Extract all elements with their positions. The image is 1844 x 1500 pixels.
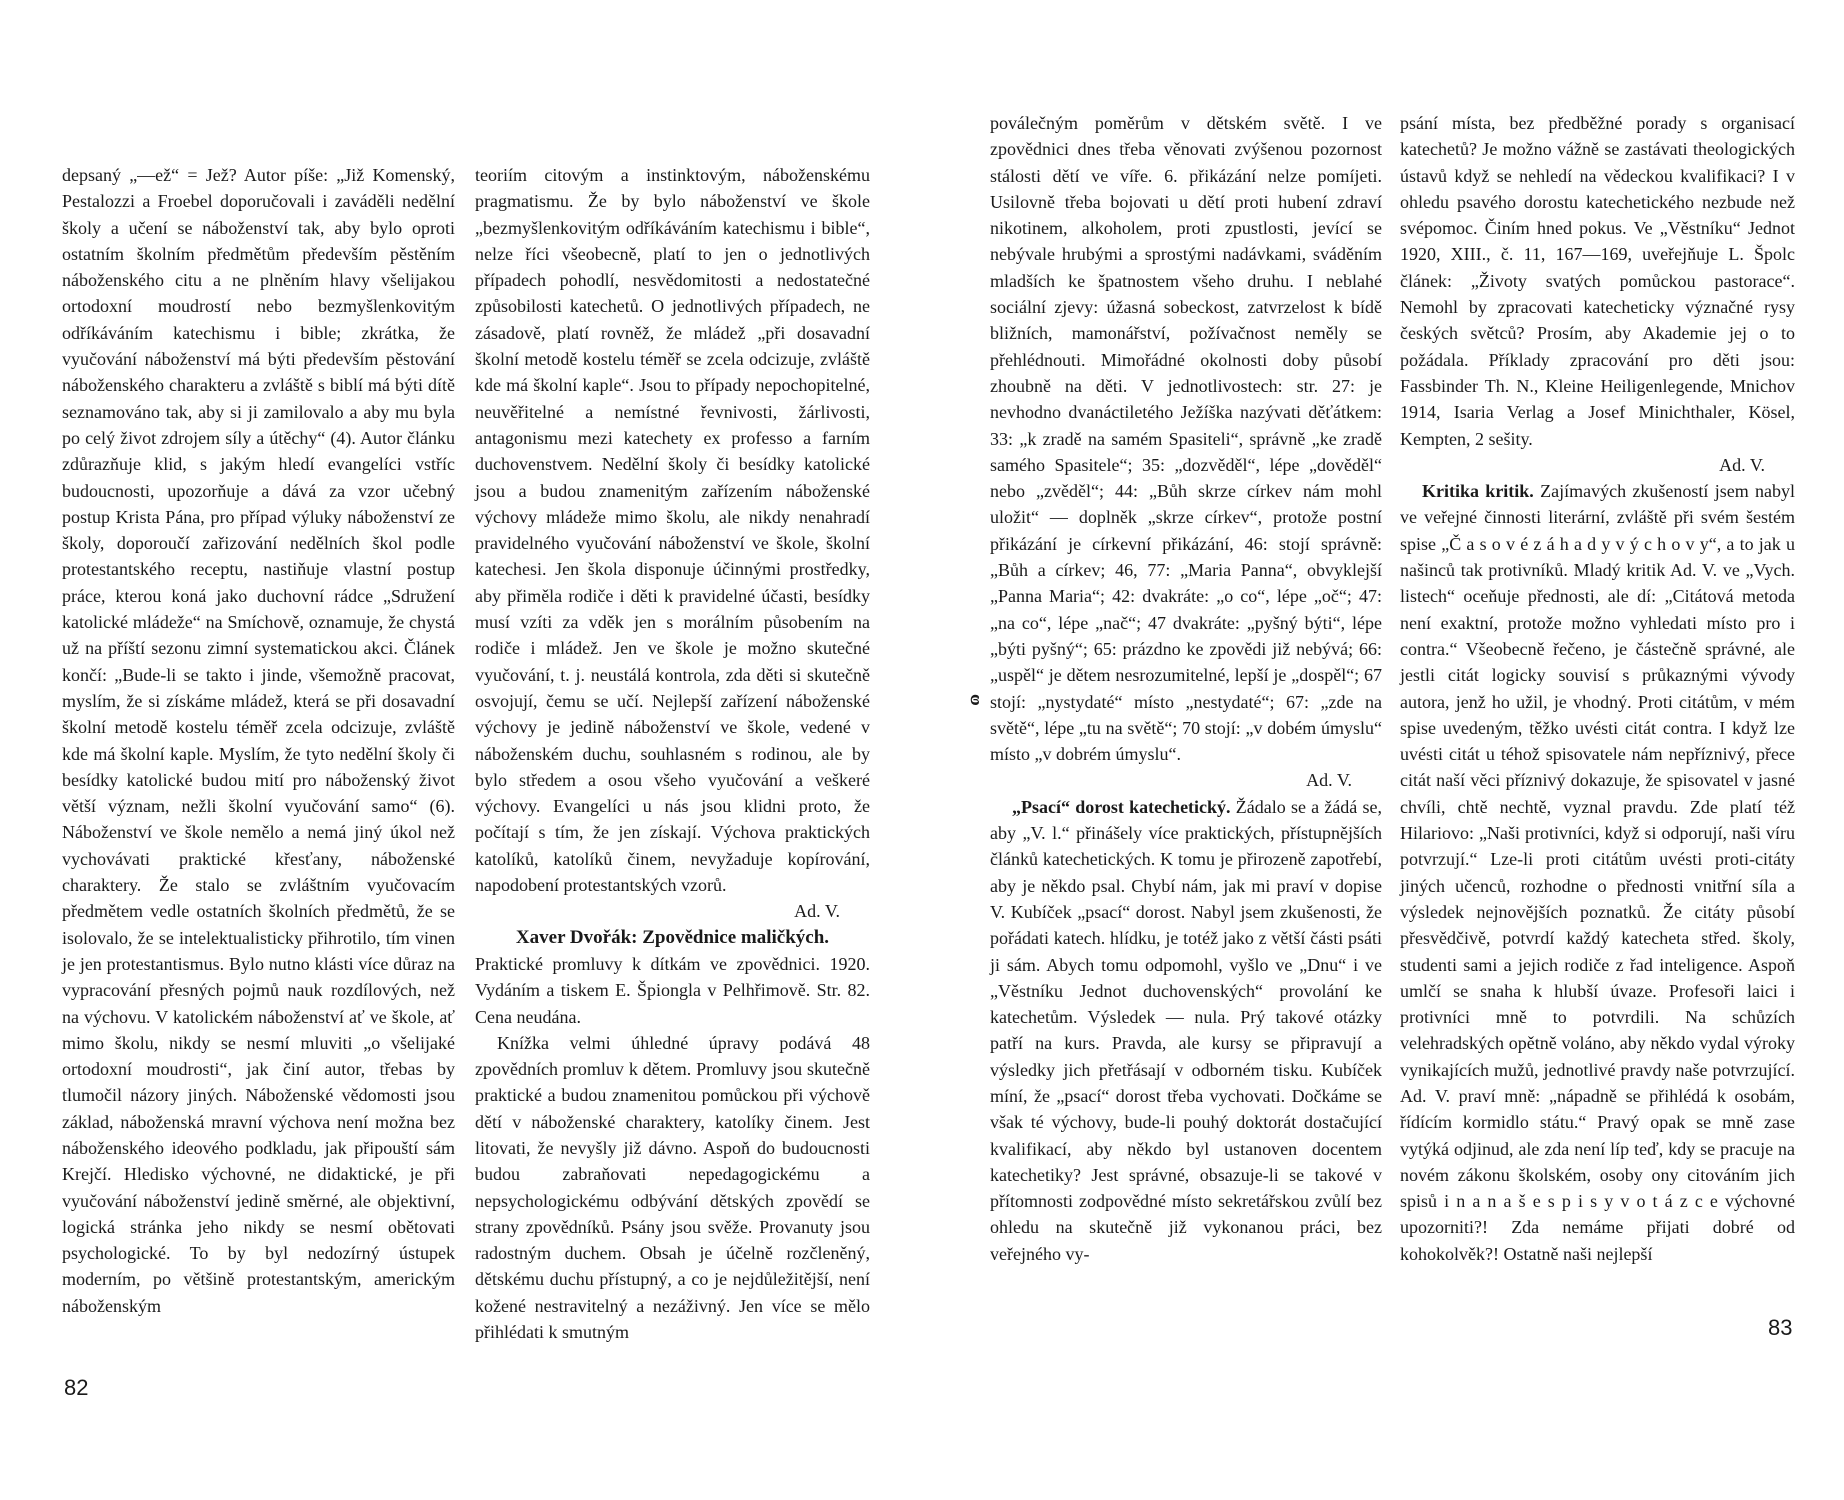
paragraph-text: Žádalo se a žádá se, aby „V. l.“ přinášely více praktických, přístupnějších článků katechetických. K tomu je přirozeně zapotřebí, aby je někdo psal. Chybí nám, jak mi praví v dopise V. Kubíček „psací“ dorost. Nabyl jsem zkušenosti, že pořádati katech. hlídku, je totéž jako z větší části psáti ji sám. Abych tomu odpomohl, vyšlo ve „Dnu“ i ve „Věstníku Jednot duchovenských“ provolání ke katechetům. Výsledek — nula. Prý takové otázky patří na kurs. Pravda, ale kursy se připravují a výsledky jich přetřásají v odborném tisku. Kubíček míní, že „psací“ dorost třeba vychovati. Dočkáme se však té výchovy, bude-li pouhý doktorát dostačující kvalifikací, aby někdo byl ustanoven docentem katechetiky? Jest správné, obsazuje-li se takové v přítomnosti zodpovědné místo sekretářskou zvůlí bez ohledu na skutečně již vykonanou práci, bez veřejného vy- — [990, 796, 1382, 1264]
page-number-right: 83 — [1768, 1315, 1793, 1340]
paragraph: Knížka velmi úhledné úpravy podává 48 zpovědních promluv k dětem. Promluvy jsou skutečně praktické a budou znamenitou pomůckou při výchově dětí v náboženské charaktery, katolíky činem. Jest litovati, že nevyšly již dávno. Aspoň do budoucnosti budou zabraňovati nepedagogickému a nepsychologickému odbývání dětských zpovědí se strany zpovědníků. Psány jsou svěže. Provanuty jsou radostným duchem. Obsah je účelně rozčleněný, dětskému duchu přístupný, a co je nejdůležitější, není kožené nestravitelný a nezáživný. Jen více se mělo přihlédati k smutným — [475, 1032, 870, 1343]
paragraph: poválečným poměrům v dětském světě. I ve zpovědnici dnes třeba věnovati zvýšenou pozornost stálosti dětí ve víře. 6. přikázání nelze pomíjeti. Usilovně třeba bojovati u dětí proti hubení zdraví nikotinem, alkoholem, proti zpustlosti, jevící se nebývale hrubými a sprostými nadávkami, sváděním mladších ke špatnostem všeho druhu. I neblahé sociální zjevy: úžasná sobeckost, zatvrzelost k bídě bližních, mamonářství, požívačnost neměly se přehlédnouti. Mimořádné okolnosti doby působí zhoubně na děti. V jednotlivostech: str. 27: je nevhodno dvanáctiletého Ježíška nazývati děťátkem: 33: „k zradě na samém Spasiteli“, správně „ke zradě samého Spasitele“; 35: „dozvěděl“, lépe „dověděl“ nebo „zvěděl“; 44: „Bůh skrze církev nám mohl uložit“ — doplněk „skrze církev“, protože postní přikázání je církevní přikázání, 46: stojí správně: „Bůh a církev; 46, 77: „Maria Panna“, obvyklejší „Panna Maria“; 42: dvakráte: „o co“, lépe „oč“; 47: „na co“, lépe „nač“; 47 dvakráte: „pyšný býti“, lépe „býti pyšný“; 65: prázdno ke zpovědi již nebývá; 66: „uspěl“ je dětem nesrozumitelné, lepší je „dospěl“; 67 stojí: „nystydaté“ místo „nestydaté“; 67: „zde na světě“, lépe „tu na světě“; 70 stojí: „v dobém úmyslu“ místo „v dobrém úmyslu“. — [990, 113, 1382, 765]
paragraph: Praktické promluvy k dítkám ve zpovědnici. 1920. Vydáním a tiskem E. Špiongla v Pelhřimově. Str. 82. Cena neudána. — [475, 953, 870, 1027]
paragraph — [1400, 478, 1795, 1267]
paragraph: depsaný „—ež“ = Jež? Autor píše: „Již Komenský, Pestalozzi a Froebel doporučovali i zaváděli nedělní školy a učení se náboženství tak, aby bylo oproti ostatním školním předmětům především pěstěním náboženského citu a ne plněním hlavy všelijakou ortodoxní moudrostí nebo bezmyšlenkovitým odříkáváním katechismu i bible; zkrátka, že vyučování náboženství má býti především pěstování náboženského charakteru a zvláště s biblí má býti dítě seznamováno tak, aby si ji zamilovalo a aby mu byla po celý život zdrojem síly a útěchy“ (4). Autor článku zdůrazňuje klid, s jakým hledí evangelíci vstříc budoucnosti, upozorňuje a dává za vzor učebný postup Krista Pána, pro případ výluky náboženství ze školy, doporoučí zařizování nedělních škol podle protestantského receptu, nastiňuje vlastní postup práce, kterou koná jako duchovní rádce „Sdružení katolické mládeže“ na Smíchově, oznamuje, že chystá už na příští sezonu zimní systematickou akci. Článek končí: „Bude-li se takto i jinde, všemožně pracovat, myslím, že si získáme mládež, která se při dosavadní školní metodě kostelu téměř zcela odcizuje, zvláště kde má školní kaple. Myslím, že tyto nedělní školy či besídky katolické budou mití pro náboženský život větší význam, nežli školní vyučování samo“ (6). Náboženství ve škole nemělo a nemá jiný úkol než vychovávati praktické křesťany, náboženské charaktery. Že stalo se zvláštním vyučovacím předmětem vedle ostatních školních předmětů, že se isolovalo, že se intelektualisticky přihrotilo, tím vinen je jen protestantismus. Bylo nutno klásti více důraz na vypracování přesných pojmů nauk rozdílových, než na výchovu. V katolickém náboženství ať ve škole, ať mimo školu, nikdy se nesmí mluviti „o všelijaké ortodoxní moudrosti“, jak činí autor, třebas by tlumočil názory jiných. Náboženské vědomosti jsou základ, náboženská mravní výchova není možna bez náboženského ideového podkladu, jak připouští sám Krejčí. Hledisko výchovné, ne didaktické, je při vyučování náboženství jedině směrné, ale objektivní, logická stránka jeho nikdy se nesmí obětovati psychologické. To by byl nedozírný ústupek moderním, po většině protestantským, americkým náboženským — [62, 165, 455, 1316]
left-page-column-2 — [475, 162, 870, 1345]
margin-mark: ɞ — [970, 685, 981, 710]
signature: Ad. V. — [1719, 454, 1765, 475]
left-page-column-1 — [62, 162, 455, 1319]
paragraph — [990, 794, 1382, 1267]
right-page-column-1 — [990, 110, 1382, 1267]
page-number-left: 82 — [64, 1375, 89, 1400]
review-title: Xaver Dvořák: Zpovědnice maličkých. — [515, 926, 830, 948]
paragraph-text: Zajímavých zkušeností jsem nabyl ve veřejné činnosti literární, zvláště při svém šestém spise „Č a s o v é z á h a d y v ý c h o v y“, a to jak u našinců tak protivníků. Mladý kritik Ad. V. ve „Vych. listech“ oceňuje přednosti, ale dí: „Citátová metoda není exaktní, protože možno vyhledati místo pro i contra.“ Všeobecně řečeno, je částečně správné, ale jestli citát logicky souvisí s průkaznými vývody autora, jenž ho užil, je vhodný. Proti citátům, v mém spise uvedeným, těžko uvésti citát contra. I když lze uvésti citát u téhož spisovatele nám nepříznivý, přece citát naší věci příznivý dokazuje, že spisovatel v jasné chvíli, chtě nechtě, vyznal pravdu. Zde platí též Hilariovo: „Naši protivníci, když si odporují, naši víru potvrzují.“ Lze-li proti citátům uvésti proti-citáty jiných učenců, rozhodne o přednosti vnitřní síla a výsledek nejnovějších poznatků. Že citáty působí přesvědčivě, potvrdí každý katecheta střed. školy, studenti sami a jejich rodiče z řad inteligence. Aspoň umlčí se snaha k hlubší úvaze. Profesoři laici i protivníci mně to potvrdili. Na schůzích velehradských opětně voláno, aby někdo vydal výroky vynikajících mužů, jednotlivé pravdy naše potvrzující. Ad. V. praví mně: „nápadně se přihlédá k osobám, řídícím kormidlo státu.“ Pravý opak se mně zase vytýká odjinud, ale zda není líp teď, kdy se pracuje na novém zákonu školském, osoby ony citováním jich spisů i n a n a š e s p i s y v o t á z c e výchovné upozorniti?! Zda nemáme přijati dobré od kohokolvěk?! Ostatně naši nejlepší — [1400, 481, 1795, 1264]
section-heading: „Psací“ dorost katechetický. — [1012, 796, 1231, 817]
right-page-column-2 — [1400, 110, 1795, 1267]
signature: Ad. V. — [794, 901, 840, 922]
section-heading: Kritika kritik. — [1422, 481, 1534, 502]
paragraph: teoriím citovým a instinktovým, náboženskému pragmatismu. Že by bylo náboženství ve škole „bezmyšlenkovitým odříkáváním katechismu i bible“, nelze říci všeobecně, platí to jen o jednotlivých případech pohodlí, nesvědomitosti a nedostatečné způsobilosti katechetů. O jednotlivých případech, ne zásadově, platí rovněž, že mládež „při dosavadní školní metodě kostelu téměř se zcela odcizuje, zvláště kde má školní kaple“. Jsou to případy nepochopitelné, neuvěřitelné a nemístné řevnivosti, žárlivosti, antagonismu mezi katechety ex professo a farním duchovenstvem. Nedělní školy či besídky katolické jsou a budou znamenitým zařízením náboženské výchovy mládeže mimo školu, ale nikdy nenahradí pravidelného vyučování náboženství ve škole, školní katechesi. Jen škola disponuje účinnými prostředky, aby přiměla rodiče i děti k pravidelné účasti, besídky musí vzíti za vděk jen s morálním působením na rodiče i mládež. Jen ve škole je možno skutečné vyučování, t. j. neustálá kontrola, zda děti si skutečně osvojují, čemu se učí. Nejlepší zařízení náboženské výchovy je jedině náboženství ve škole, vedené v náboženském duchu, souhlasném s rodinou, ale by bylo středem a osou všeho vyučování a veškeré výchovy. Evangelíci u nás jsou klidni proto, že počítají s tím, že jen získají. Výchova praktických katolíků, katolíků činem, nevyžaduje kopírování, napodobení protestantských vzorů. — [475, 165, 870, 896]
signature: Ad. V. — [1306, 770, 1352, 791]
paragraph: psání místa, bez předběžné porady s organisací katechetů? Je možno vážně se zastávati theologických ústavů když se nehledí na vědeckou kvalifikaci? I v ohledu psavého dorostu katechetického nezbude než svépomoc. Činím hned pokus. Ve „Věstníku“ Jednot 1920, XIII., č. 11, 167—169, uveřejňuje L. Špolc článek: „Životy svatých pomůckou pastorace“. Nemohl by zpracovati katecheticky význačné rysy českých světců? Prosím, aby Akademie jej o to požádala. Příklady zpracování pro děti jsou: Fassbinder Th. N., Kleine Heiligenlegende, Mnichov 1914, Isaria Verlag a Josef Minichthaler, Kösel, Kempten, 2 sešity. — [1400, 113, 1795, 449]
